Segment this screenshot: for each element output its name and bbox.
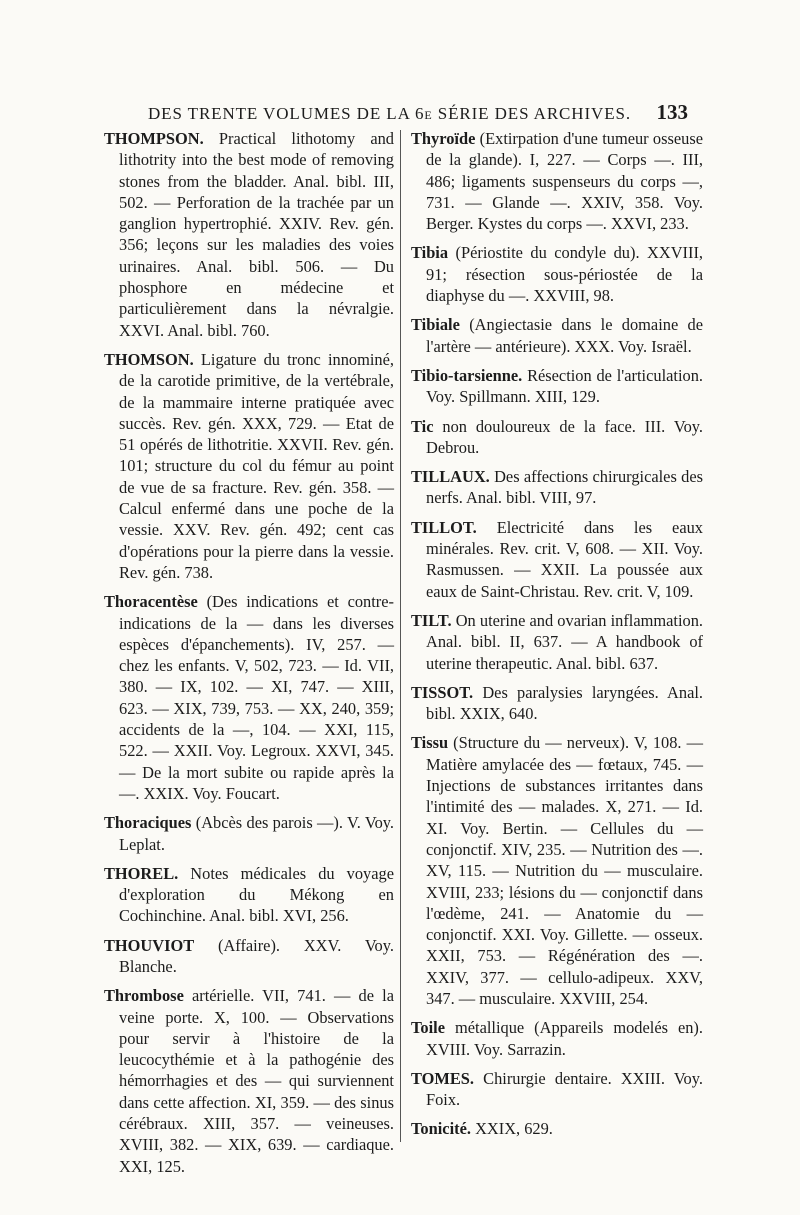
entry-headword: THOMSON. — [104, 349, 194, 369]
entry-headword: TISSOT. — [411, 682, 474, 702]
entry-headword: Tissu — [411, 733, 449, 753]
entry-text: (Abcès des parois —). V. Voy. Leplat. — [119, 813, 394, 854]
entry-headword: Thoracentèse — [104, 592, 198, 612]
index-entry — [411, 517, 703, 602]
entry-text: (Périostite du condyle du). XXVIII, 91; résection sous-périostée de la diaphyse du —. XXVIII, 98. — [426, 243, 704, 306]
entry-headword: Tic — [411, 416, 434, 436]
entry-headword: Toile — [411, 1018, 446, 1038]
index-entry — [411, 416, 703, 459]
entry-text: Notes médicales du voyage d'exploration du Mékong en Cochinchine. Anal. bibl. XVI, 256. — [119, 863, 394, 926]
index-entry — [411, 610, 703, 674]
index-entry — [411, 1118, 703, 1139]
entry-text: Ligature du tronc innominé, de la carotide primitive, de la vertébrale, de la mammaire interne pratiquée avec succès. Rev. gén. XXX, 729. — Etat de 51 opérés de lithotritie. XXVII. Rev. gén. 101; structure du col du fémur au point de vue de sa fracture. Rev. gén. 358. — Calcul enfermé dans une poche de la vessie. XXV. Rev. gén. 492; cent cas d'opérations pour la pierre dans la vessie. Rev. gén. 738. — [119, 349, 394, 582]
entry-headword: Thyroïde — [411, 129, 476, 148]
entry-headword: THOREL. — [104, 863, 179, 883]
entry-text: Chirurgie dentaire. XXIII. Voy. Foix. — [426, 1068, 703, 1110]
index-entry — [411, 242, 703, 306]
left-column — [104, 128, 394, 1185]
entry-text: (Affaire). XXV. Voy. Blanche. — [119, 935, 394, 976]
entry-headword: Tibio-tarsienne. — [411, 365, 523, 385]
entry-headword: Tibia — [411, 243, 449, 263]
entry-headword: TILT. — [411, 610, 452, 630]
column-divider — [400, 130, 401, 1142]
entry-headword: TILLOT. — [411, 517, 477, 537]
right-column — [411, 128, 703, 1148]
index-entry — [104, 128, 394, 341]
page-number: 133 — [656, 100, 688, 124]
entry-text: XXIX, 629. — [475, 1119, 553, 1139]
entry-text: non douloureux de la face. III. Voy. Debrou. — [426, 416, 703, 457]
entry-text: Des affections chirurgicales des nerfs. Anal. bibl. VIII, 97. — [426, 467, 703, 508]
index-entry — [104, 591, 394, 804]
entry-text: (Extirpation d'une tumeur osseuse de la glande). I, 227. — Corps —. III, 486; ligaments suspenseurs du corps —, 731. — Glande —. XXIV, 358. Voy. Berger. Kystes du corps —. XXVI, 233. — [426, 129, 703, 234]
index-entry — [104, 935, 394, 978]
running-title: DES TRENTE VOLUMES DE LA 6e SÉRIE DES ARCHIVES. — [148, 104, 631, 123]
index-entry — [411, 682, 703, 725]
entry-text: Practical lithotomy and lithotrity into the best mode of removing stones from the bladder. Anal. bibl. III, 502. — Perforation de la trachée par un ganglion hypertrophié. XXIV. Rev. gén. 356; leçons sur les maladies des voies urinaires. Anal. bibl. 506. — Du phosphore en médecine et particulièrement dans la névralgie. XXVI. Anal. bibl. 760. — [119, 129, 394, 340]
index-entry — [411, 732, 703, 1009]
entry-headword: THOUVIOT — [104, 935, 195, 955]
entry-headword: TILLAUX. — [411, 467, 490, 487]
entry-text: (Angiectasie dans le domaine de l'artère — antérieure). XXX. Voy. Israël. — [426, 315, 704, 356]
index-entry — [411, 1068, 703, 1111]
index-entry — [411, 1017, 703, 1060]
index-entry — [104, 985, 394, 1177]
entry-text: (Des indications et contre-indications de la — dans les diverses espèces d'épanchements). IV, 257. — chez les enfants. V, 502, 723. — Id. VII, 380. — IX, 102. — XI, 747. — XIII, 623. — XIX, 739, 753. — XX, 240, 359; accidents de la —, 104. — XXI, 115, 522. — XXII. Voy. Legroux. XXVI, 345. — De la mort subite ou rapide après la —. XXIX. Voy. Foucart. — [119, 592, 394, 803]
index-entry — [104, 863, 394, 927]
index-entry — [411, 365, 703, 408]
entry-text: artérielle. VII, 741. — de la veine porte. X, 100. — Observations pour servir à l'histoire de la leucocythémie et à la pathogénie des hémorrhagies et des — qui surviennent dans cette affection. XI, 359. — des sinus cérébraux. XIII, 357. — veineuses. XVIII, 382. — XIX, 639. — cardiaque. XXI, 125. — [119, 986, 394, 1176]
entry-text: Résection de l'articulation. Voy. Spillmann. XIII, 129. — [426, 365, 703, 407]
entry-headword: Thoraciques — [104, 813, 192, 833]
index-entry — [104, 349, 394, 583]
entry-headword: Tibiale — [411, 315, 460, 335]
entry-text: On uterine and ovarian inflammation. Anal. bibl. II, 637. — A handbook of uterine therapeutic. Anal. bibl. 637. — [426, 610, 703, 673]
entry-text: (Structure du — nerveux). V, 108. — Matière amylacée des — fœtaux, 745. — Injections de substances irritantes dans l'intimité des — malades. X, 271. — Id. XI. Voy. Bertin. — Cellules du — conjonctif. XIV, 235. — Nutrition des —. XV, 115. — Nutrition du — musculaire. XVIII, 233; lésions du — conjonctif dans l'œdème, 241. — Anatomie du — conjonctif. XXI. Voy. Gillette. — osseux. XXII, 753. — Régénération des —. XXIV, 377. — cellulo-adipeux. XXV, 347. — musculaire. XXVIII, 254. — [426, 733, 703, 1008]
entry-headword: Thrombose — [104, 986, 184, 1006]
entry-text: métallique (Appareils modelés en). XVIII. Voy. Sarrazin. — [426, 1018, 703, 1059]
index-entry — [411, 466, 703, 509]
entry-text: Des paralysies laryngées. Anal. bibl. XXIX, 640. — [426, 682, 703, 724]
entry-text: Electricité dans les eaux minérales. Rev. crit. V, 608. — XII. Voy. Rasmussen. — XXII. La poussée aux eaux de Saint-Christau. Rev. crit. V, 109. — [426, 517, 703, 601]
entry-headword: THOMPSON. — [104, 129, 204, 148]
index-entry — [411, 128, 703, 234]
entry-headword: Tonicité. — [411, 1119, 471, 1139]
index-entry — [411, 314, 703, 357]
page-header — [148, 100, 688, 125]
entry-headword: TOMES. — [411, 1068, 475, 1088]
index-entry — [104, 812, 394, 855]
